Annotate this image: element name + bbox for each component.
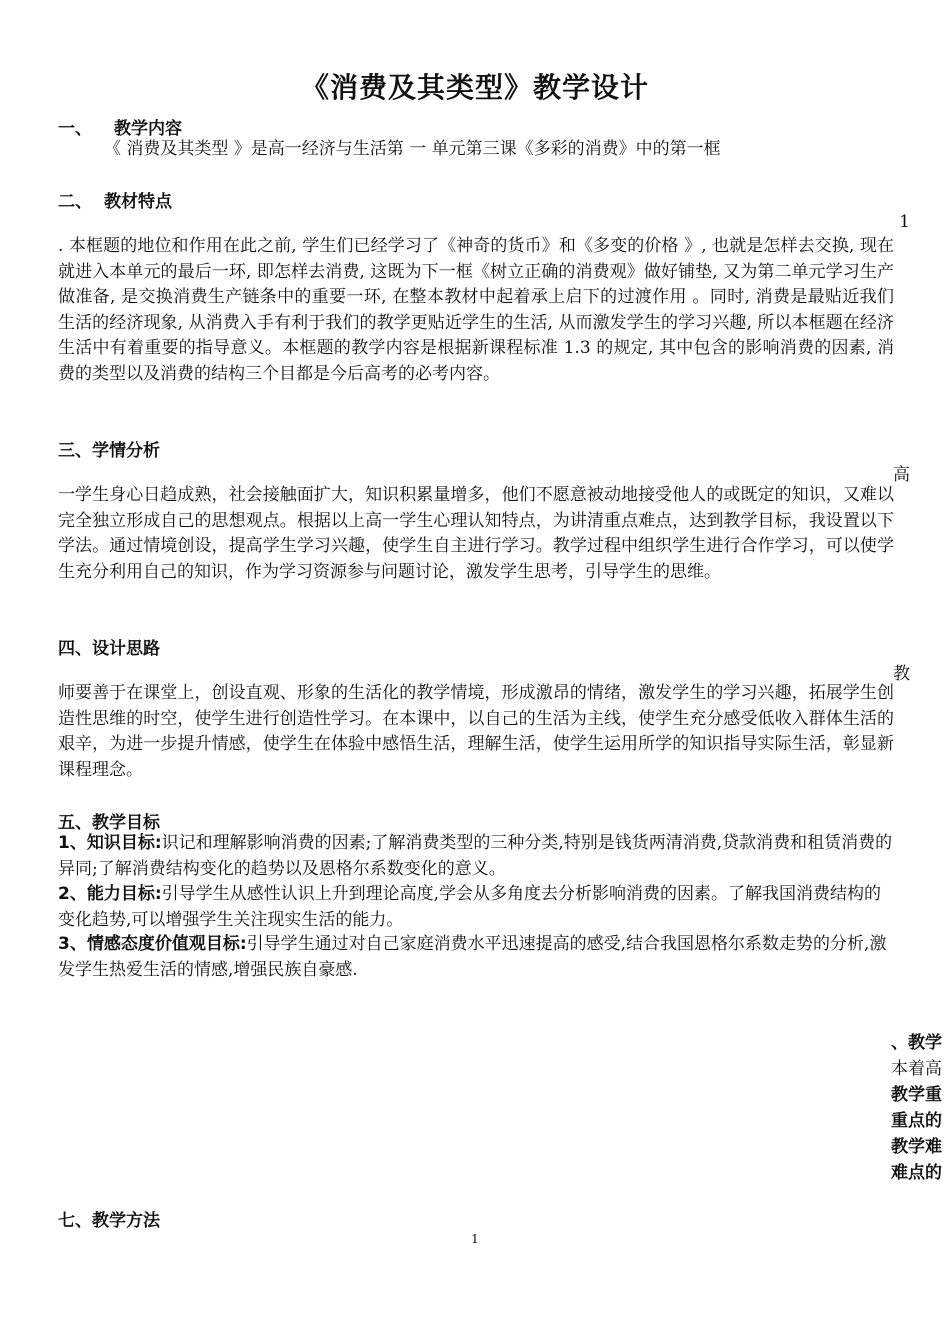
sidebar-line: 重点的 — [891, 1111, 942, 1131]
section-marker: 教 — [893, 664, 910, 684]
goal-item — [58, 932, 894, 983]
cut-off-sidebar — [891, 1030, 942, 1186]
section-heading-methods: 七、教学方法 — [58, 1211, 160, 1231]
goal-text: 引导学生从感性认识上升到理论高度,学会从多角度去分析影响消费的因素。了解我国消费结构的变化趋势,可以增强学生关注现实生活的能力。 — [58, 884, 882, 930]
sidebar-line: 、教学 — [891, 1033, 942, 1053]
section-heading-goals: 五、教学目标 — [58, 813, 160, 833]
section-title: 教学内容 — [114, 119, 182, 139]
page-number: 1 — [471, 1232, 479, 1246]
sidebar-line: 教学重 — [891, 1085, 942, 1105]
goal-text: 引导学生通过对自己家庭消费水平迅速提高的感受,结合我国恩格尔系数走势的分析,激发学生热爱生活的情感,增强民族自豪感. — [58, 934, 887, 980]
section-title: 教材特点 — [104, 192, 172, 212]
goal-item — [58, 831, 894, 882]
goal-text: 识记和理解影响消费的因素;了解消费类型的三种分类,特别是钱货两清消费,贷款消费和租赁消费的异同;了解消费结构变化的趋势以及恩格尔系数变化的意义。 — [58, 833, 893, 879]
goal-label: 1、知识目标: — [58, 833, 162, 853]
section-content-text: 《 消费及其类型 》是高一经济与生活第 一 单元第三课《多彩的消费》中的第一框 — [104, 139, 721, 159]
sidebar-line: 教学难 — [891, 1137, 942, 1157]
section-marker: 1 — [899, 212, 910, 232]
section-textbook-paragraph: . 本框题的地位和作用在此之前, 学生们已经学习了《神奇的货币》和《多变的价格 》, 也就是怎样去交换, 现在就进入本单元的最后一环, 即怎样去消费, 这既为下一框《树立正确的消费观》做好铺垫, 又为第二单元学习生产做准备, 是交换消费生产链条中的重要一环, 在整本教材中起着承上启下的过渡作用 。同时, 消费是最贴近我们生活的经济现象, 从消费入手有利于我们的教学更贴近学生的生活, 从而激发学生的学习兴趣, 所以本框题在经济生活中有着重要的指导意义。本框题的教学内容是根据新课程标准 1.3 的规定, 其中包含的影响消费的因素, 消费的类型以及消费的结构三个目都是今后高考的必考内容。 — [58, 236, 894, 384]
section-design-paragraph: 师要善于在课堂上，创设直观、形象的生活化的教学情境，形成激昂的情绪，激发学生的学习兴趣，拓展学生创造性思维的时空，使学生进行创造性学习。在本课中，以自己的生活为主线，使学生充分感受低收入群体生活的艰辛，为进一步提升情感，使学生在体验中感悟生活，理解生活，使学生运用所学的知识指导实际生活，彰显新课程理念。 — [58, 683, 894, 780]
section-marker: 高 — [893, 465, 910, 485]
section-number: 一、 — [58, 119, 92, 139]
sidebar-line: 难点的 — [891, 1163, 942, 1183]
section-heading-textbook — [58, 187, 172, 212]
goal-label: 3、情感态度价值观目标: — [58, 934, 247, 954]
section-heading-learner: 三、学情分析 — [58, 441, 160, 461]
goal-item — [58, 882, 894, 933]
section-number: 二、 — [58, 192, 92, 212]
section-heading-design: 四、设计思路 — [58, 639, 160, 659]
page-title: 《消费及其类型》教学设计 — [300, 71, 649, 104]
section-learner-paragraph: 一学生身心日趋成熟，社会接触面扩大，知识积累量增多，他们不愿意被动地接受他人的或既定的知识，又难以完全独立形成自己的思想观点。根据以上高一学生心理认知特点，为讲清重点难点，达到教学目标，我设置以下学法。通过情境创设，提高学生学习兴趣，使学生自主进行学习。教学过程中组织学生进行合作学习，可以使学生充分利用自己的知识，作为学习资源参与问题讨论，激发学生思考，引导学生的思维。 — [58, 485, 894, 582]
sidebar-line: 本着高 — [891, 1059, 942, 1079]
goal-label: 2、能力目标: — [58, 884, 162, 904]
